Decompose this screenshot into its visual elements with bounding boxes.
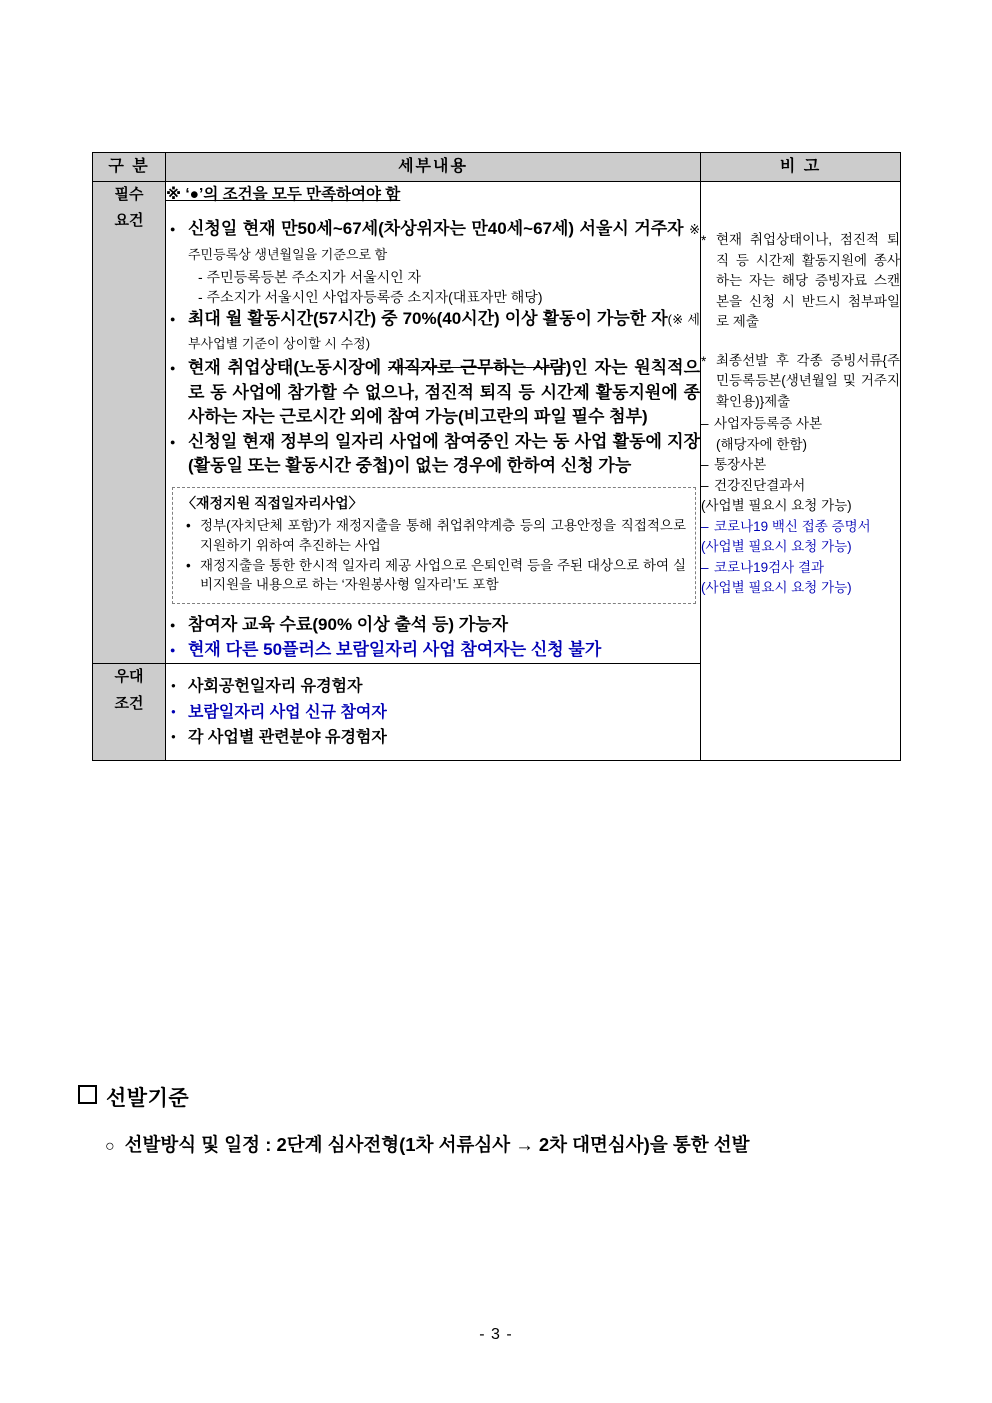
essential-bullet-govjob: ● 신청일 현재 정부의 일자리 사업에 참여중인 자는 동 사업 활동에 지장(활동일 또는 활동시간 중첩)이 없는 경우에 한하여 신청 가능 [166,430,700,478]
row-label-line1: 필수 [114,186,144,203]
bigo-doc-business-license: – 사업자등록증 사본 [701,414,900,435]
essential-bullet-training: ● 참여자 교육 수료(90% 이상 출석 등) 가능자 [166,613,700,637]
essential-bullet-employment [166,356,700,428]
bigo-doc-vaccine-cert-sub: (사업별 필요시 요청 가능) [701,539,852,555]
fiscal-support-item-1: • 정부(자치단체 포함)가 재정지출을 통해 취업취약계층 등의 고용안정을 직접적으로 지원하기 위하여 추진하는 사업 [182,516,686,554]
essential-employment-strike: 재직자로 근무하는 사람 [387,358,566,378]
header-gubun: 구 분 [93,153,166,182]
fiscal-support-title: 〈재정지원 직접일자리사업〉 [182,495,363,512]
table-header-row [93,153,901,182]
selection-criteria-heading [78,1082,189,1112]
bigo-note-documents: * 최종선발 후 각종 증빙서류{주민등록등본(생년월일 및 거주지 확인용)}제출 [701,351,900,413]
essential-bullet-age-text: 신청일 현재 만50세~67세(차상위자는 만40세~67세) 서울시 거주자 [188,219,684,239]
essential-bullet-hours-note: (※ 세부사업별 기준이 상이할 시 수정) [188,312,700,352]
header-bigo: 비 고 [701,153,901,182]
selection-criteria-heading-text: 선발기준 [106,1087,190,1110]
essential-bullet-hours-text: 최대 월 활동시간(57시간) 중 70%(40시간) 이상 활동이 가능한 자 [188,309,668,329]
essential-detail-cell [166,182,701,664]
square-bullet-icon [78,1085,97,1104]
bigo-doc-covid-test: – 코로나19검사 결과 [701,558,900,579]
row-label-essential [93,182,166,664]
bigo-doc-bankbook: – 통장사본 [701,455,900,476]
essential-bullet-other-program: ● 현재 다른 50플러스 보람일자리 사업 참여자는 신청 불가 [166,638,700,662]
bigo-cell [701,182,901,761]
bigo-note-employment: * 현재 취업상태이나, 점진적 퇴직 등 시간제 활동지원에 종사하는 자는 해당 증빙자료 스캔본을 신청 시 반드시 첨부파일로 제출 [701,230,900,333]
essential-employment-post: )인 자는 원칙적으로 동 사업에 참가할 수 없으나, 점진적 퇴직 등 시간제 활동지원에 종사하는 자는 근로시간 외에 참여 가능(비고란의 파일 필수 첨부) [188,358,700,426]
selection-method-text: 선발방식 및 일정 : 2단계 심사전형(1차 서류심사 → 2차 대면심사)을 통한 선발 [124,1134,750,1155]
bigo-doc-vaccine-cert-text: 코로나19 백신 접종 증명서 [714,518,871,534]
row-label-pref-line1: 우대 [114,668,144,686]
preferred-bullet-social-job: ● 사회공헌일자리 유경험자 [166,674,700,699]
circle-bullet-icon: ○ [105,1138,115,1155]
essential-bullet-hours [166,307,700,355]
essential-precondition-note: ※ ‘●’의 조건을 모두 만족하여야 함 [166,186,401,203]
essential-sub-residence-2: - 주소지가 서울시인 사업자등록증 소지자(대표자만 해당) [198,288,543,305]
fiscal-support-item-2: • 재정지출을 통한 한시적 일자리 제공 사업으로 은퇴인력 등을 주된 대상으로 하여 실비지원을 내용으로 하는 ‘자원봉사형 일자리’도 포함 [182,556,686,594]
bigo-top-spacer [701,182,900,230]
bigo-mid-spacer [701,335,900,351]
header-detail: 세부내용 [166,153,701,182]
bigo-doc-vaccine-cert [701,517,900,538]
row-label-preferred [93,664,166,761]
bigo-doc-covid-test-sub: (사업별 필요시 요청 가능) [701,580,852,596]
essential-bullet-age-note: ※주민등록상 생년월일을 기준으로 함 [188,222,700,262]
bigo-doc-health-check: – 건강진단결과서 [701,476,900,497]
essential-sub-residence-1: - 주민등록등본 주소지가 서울시인 자 [198,268,422,285]
preferred-bullet-new-participant: ● 보람일자리 사업 신규 참여자 [166,700,700,725]
preferred-bullet-field-experience: ● 각 사업별 관련분야 유경험자 [166,725,700,750]
row-label-pref-line2: 조건 [114,694,144,712]
preferred-detail-cell [166,664,701,761]
page-number: - 3 - [479,1326,513,1343]
requirements-table [92,152,901,761]
row-label-line2: 요건 [114,212,144,230]
essential-employment-pre: 현재 취업상태(노동시장에 [188,358,388,378]
essential-bullet-age [166,217,700,265]
selection-method-item [105,1130,931,1160]
table-row-essential [93,182,901,664]
fiscal-support-box [172,487,696,604]
bigo-doc-business-license-sub: (해당자에 한함) [716,436,807,452]
bigo-doc-health-check-sub: (사업별 필요시 요청 가능) [701,498,852,514]
